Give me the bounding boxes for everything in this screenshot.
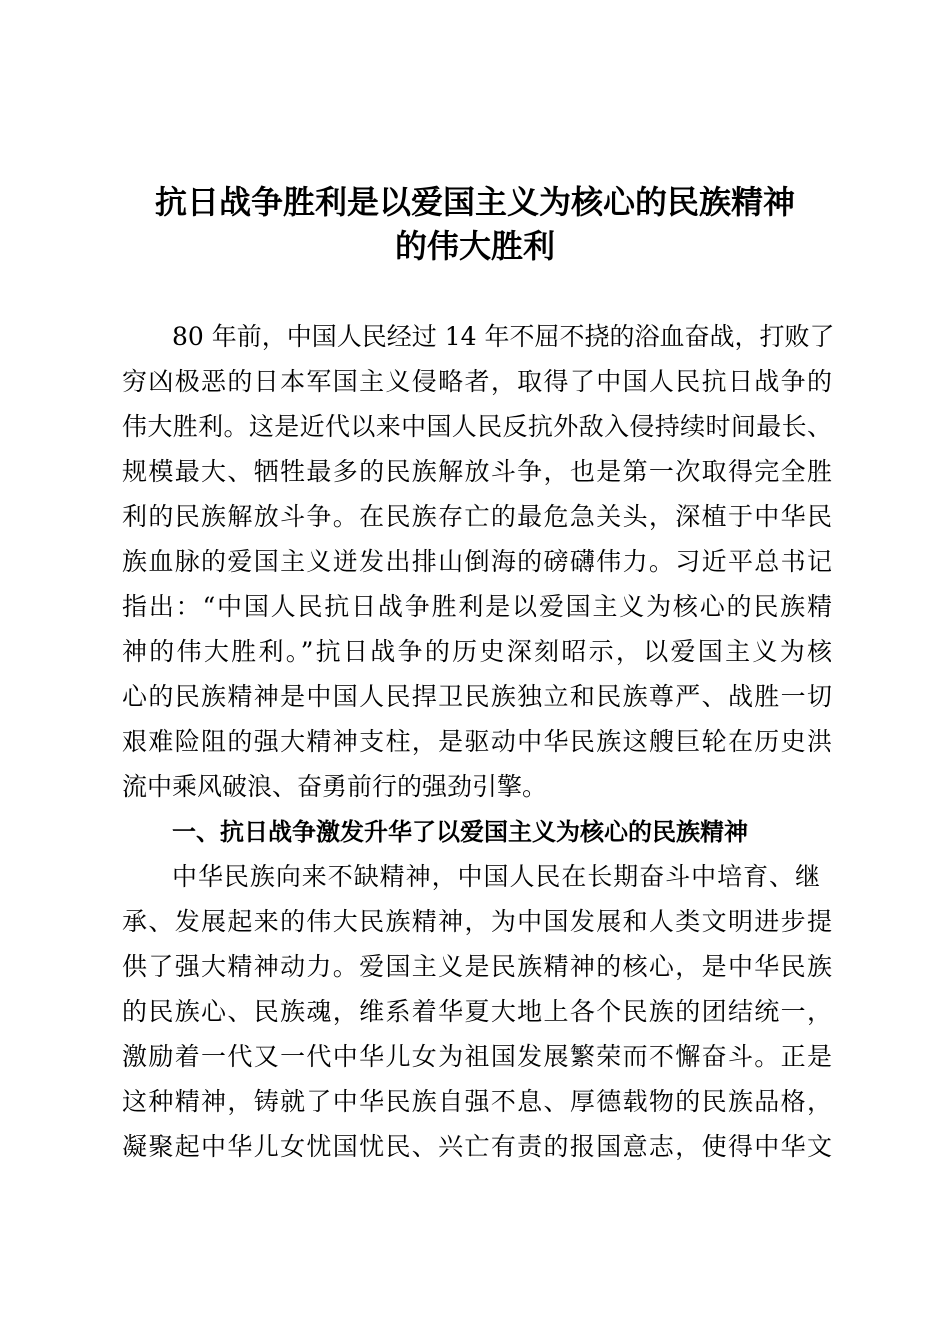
paragraph-line: 流中乘风破浪、奋勇前行的强劲引擎。 <box>122 772 548 801</box>
paragraph-line: 艰难险阻的强大精神支柱，是驱动中华民族这艘巨轮在历史洪 <box>122 727 832 756</box>
paragraph-line: 指出：“中国人民抗日战争胜利是以爱国主义为核心的民族精 <box>122 592 832 621</box>
paragraph-line: 激励着一代又一代中华儿女为祖国发展繁荣而不懈奋斗。正是 <box>122 1042 832 1071</box>
paragraph-line: 利的民族解放斗争。在民族存亡的最危急关头，深植于中华民 <box>122 502 832 531</box>
paragraph-line: 中华民族向来不缺精神，中国人民在长期奋斗中培育、继 <box>172 862 820 891</box>
paragraph-line: 80 年前，中国人民经过 14 年不屈不挠的浴血奋战，打败了 <box>172 322 835 351</box>
paragraph-line: 穷凶极恶的日本军国主义侵略者，取得了中国人民抗日战争的 <box>122 367 832 396</box>
paragraph-line: 规模最大、牺牲最多的民族解放斗争，也是第一次取得完全胜 <box>122 457 832 486</box>
paragraph-line: 这种精神，铸就了中华民族自强不息、厚德载物的民族品格， <box>122 1087 832 1116</box>
document-title-line-1: 抗日战争胜利是以爱国主义为核心的民族精神 <box>154 183 795 221</box>
paragraph-line: 心的民族精神是中国人民捍卫民族独立和民族尊严、战胜一切 <box>122 682 832 711</box>
paragraph-line: 族血脉的爱国主义迸发出排山倒海的磅礴伟力。习近平总书记 <box>122 547 832 576</box>
paragraph-line: 伟大胜利。这是近代以来中国人民反抗外敌入侵持续时间最长、 <box>122 412 832 441</box>
paragraph-line: 承、发展起来的伟大民族精神，为中国发展和人类文明进步提 <box>122 907 832 936</box>
section-heading-1: 一、抗日战争激发升华了以爱国主义为核心的民族精神 <box>172 818 748 846</box>
document-title-line-2: 的伟大胜利 <box>394 227 555 265</box>
paragraph-line: 的民族心、民族魂，维系着华夏大地上各个民族的团结统一， <box>122 997 832 1026</box>
paragraph-line: 神的伟大胜利。”抗日战争的历史深刻昭示，以爱国主义为核 <box>122 637 832 666</box>
paragraph-line: 凝聚起中华儿女忧国忧民、兴亡有责的报国意志，使得中华文 <box>122 1132 832 1161</box>
paragraph-line: 供了强大精神动力。爱国主义是民族精神的核心，是中华民族 <box>122 952 832 981</box>
